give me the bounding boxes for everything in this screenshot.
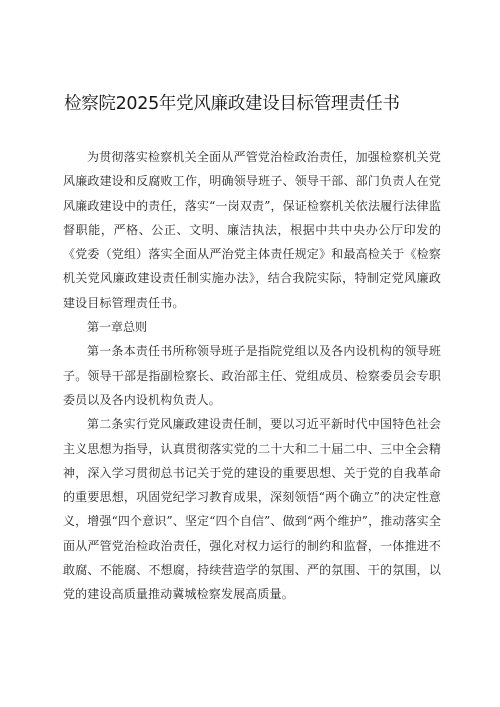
article-1-paragraph: 第一条本责任书所称领导班子是指院党组以及各内设机构的领导班子。领导干部是指副检察长、政治部主任、党组成员、检察委员会专职委员以及各内设机构负责人。 — [63, 344, 441, 407]
document-title: 检察院2025年党风廉政建设目标管理责任书 — [64, 94, 400, 114]
preamble-paragraph: 为贯彻落实检察机关全面从严管党治检政治责任，加强检察机关党风廉政建设和反腐败工作，明确领导班子、领导干部、部门负责人在党风廉政建设中的责任，落实“一岗双责”，保证检察机关依法履行法律监督职能，严格、公正、文明、廉洁执法，根据中共中央办公厅印发的《党委（党组）落实全面从严治党主体责任规定》和最高检关于《检察机关党风廉政建设责任制实施办法》，结合我院实际，特制定党风廉政建设目标管理责任书。 — [63, 150, 441, 310]
chapter-heading: 第一章总则 — [87, 320, 148, 335]
article-2-paragraph: 第二条实行党风廉政建设责任制，要以习近平新时代中国特色社会主义思想为指导，认真贯彻落实党的二十大和二十届二中、三中全会精神，深入学习贯彻总书记关于党的建设的重要思想、关于党的自我革命的重要思想，巩固党纪学习教育成果，深刻领悟“两个确立”的决定性意义，增强“四个意识”、坚定“四个自信”、做到“两个维护”，推动落实全面从严管党治检政治责任，强化对权力运行的制约和监督，一体推进不敢腐、不能腐、不想腐，持续营造学的氛围、严的氛围、干的氛围，以党的建设高质量推动冀城检察发展高质量。 — [63, 417, 441, 602]
document-body — [63, 145, 441, 607]
